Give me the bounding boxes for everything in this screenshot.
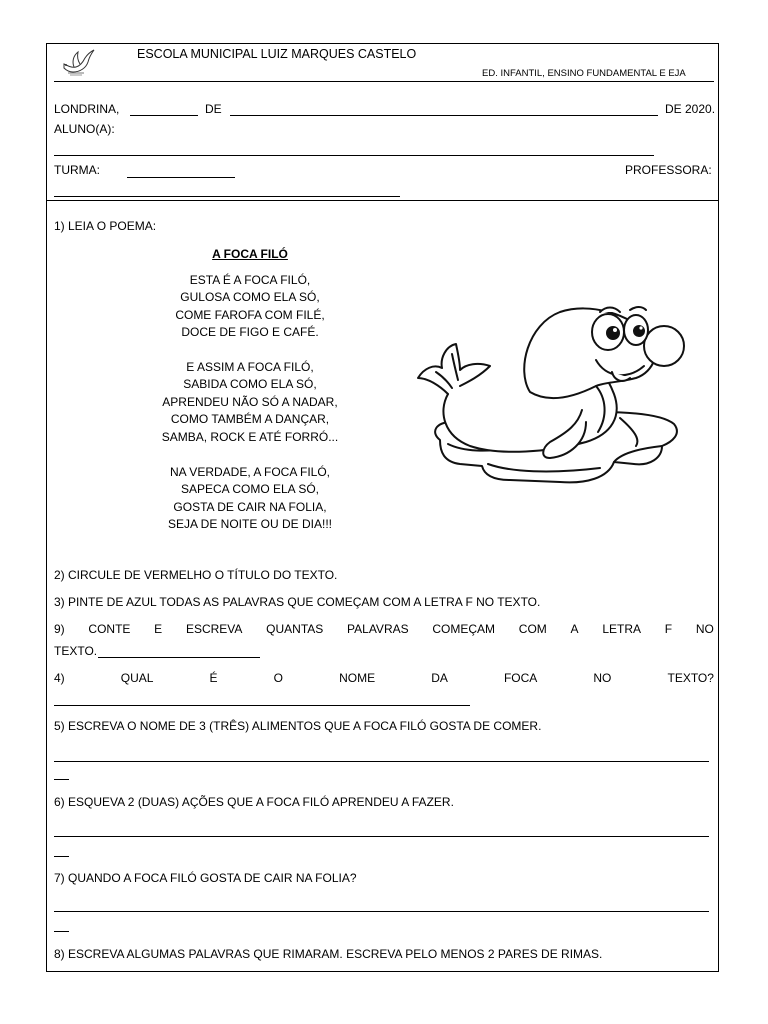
q9-word: QUANTAS bbox=[266, 622, 324, 636]
poem-stanza-2 bbox=[110, 359, 390, 446]
q4-word: 4) bbox=[54, 671, 65, 685]
poem-line: NA VERDADE, A FOCA FILÓ, bbox=[169, 465, 331, 479]
poem-line: COME FAROFA COM FILÉ, bbox=[175, 307, 325, 322]
class-label: TURMA: bbox=[54, 163, 100, 177]
teacher-blank[interactable] bbox=[54, 196, 400, 197]
q8-text: 8) ESCREVA ALGUMAS PALAVRAS QUE RIMARAM. ESCREVA PELO MENOS 2 PARES DE RIMAS. bbox=[54, 947, 603, 961]
q9-answer-blank[interactable] bbox=[98, 657, 260, 658]
poem-line: SABIDA COMO ELA SÓ, bbox=[183, 377, 317, 392]
header-divider bbox=[46, 200, 719, 201]
class-blank[interactable] bbox=[127, 177, 235, 178]
q4-word: TEXTO? bbox=[667, 671, 714, 685]
q4-word: O bbox=[273, 671, 283, 685]
q4-word: QUAL bbox=[120, 671, 154, 685]
q4-word: DA bbox=[431, 671, 448, 685]
poem-line: SEJA DE NOITE OU DE DIA!!! bbox=[167, 517, 333, 532]
poem-line: SAMBA, ROCK E ATÉ FORRÓ... bbox=[161, 429, 339, 444]
poem-line: COMO TAMBÉM A DANÇAR, bbox=[170, 412, 330, 427]
year-label: DE 2020. bbox=[665, 102, 716, 116]
q9-word: A bbox=[570, 622, 579, 636]
school-name: ESCOLA MUNICIPAL LUIZ MARQUES CASTELO bbox=[137, 47, 417, 61]
q5-answer-blank[interactable] bbox=[54, 761, 709, 762]
poem-line: GULOSA COMO ELA SÓ, bbox=[180, 290, 320, 305]
header-rule bbox=[54, 81, 714, 82]
q9-word: PALAVRAS bbox=[347, 622, 409, 636]
q9-word: COMEÇAM bbox=[432, 622, 496, 636]
poem-line: E ASSIM A FOCA FILÓ, bbox=[186, 360, 314, 374]
q5-text: 5) ESCREVA O NOME DE 3 (TRÊS) ALIMENTOS QUE A FOCA FILÓ GOSTA DE COMER. bbox=[54, 719, 542, 733]
q4-word: É bbox=[209, 671, 218, 685]
q9-line-1 bbox=[54, 622, 714, 636]
poem-line: GOSTA DE CAIR NA FOLIA, bbox=[173, 499, 327, 514]
q6-answer-blank-end[interactable] bbox=[54, 856, 69, 857]
city-label: LONDRINA, bbox=[54, 102, 120, 116]
q5-answer-blank-end[interactable] bbox=[54, 779, 69, 780]
de-label: DE bbox=[205, 102, 222, 116]
poem-title: A FOCA FILÓ bbox=[212, 247, 288, 261]
q9-word: COM bbox=[518, 622, 547, 636]
q6-answer-blank[interactable] bbox=[54, 836, 709, 837]
q7-answer-blank[interactable] bbox=[54, 911, 709, 912]
poem-line: ESTA É A FOCA FILÓ, bbox=[189, 273, 311, 287]
q7-answer-blank-end[interactable] bbox=[54, 931, 69, 932]
q4-word: FOCA bbox=[503, 671, 538, 685]
q3-text: 3) PINTE DE AZUL TODAS AS PALAVRAS QUE COMEÇAM COM A LETRA F NO TEXTO. bbox=[54, 595, 541, 609]
student-blank[interactable] bbox=[54, 155, 654, 156]
poem-line: DOCE DE FIGO E CAFÉ. bbox=[181, 325, 319, 340]
q1-prompt: 1) LEIA O POEMA: bbox=[54, 219, 157, 233]
seal-illustration bbox=[400, 282, 700, 500]
q9-word: F bbox=[664, 622, 673, 636]
school-levels: ED. INFANTIL, ENSINO FUNDAMENTAL E EJA bbox=[482, 68, 686, 79]
day-blank[interactable] bbox=[130, 115, 198, 116]
poem-line: SAPECA COMO ELA SÓ, bbox=[180, 482, 320, 497]
q4-word: NO bbox=[593, 671, 612, 685]
q9-word: LETRA bbox=[602, 622, 641, 636]
q7-text: 7) QUANDO A FOCA FILÓ GOSTA DE CAIR NA FOLIA? bbox=[54, 871, 357, 885]
q9-end: TEXTO. bbox=[54, 644, 98, 658]
q9-word: NO bbox=[695, 622, 714, 636]
q9-word: E bbox=[154, 622, 163, 636]
poem-stanza-3 bbox=[110, 464, 390, 534]
q4-answer-blank[interactable] bbox=[54, 705, 470, 706]
q4-word: NOME bbox=[339, 671, 376, 685]
q9-word: 9) bbox=[54, 622, 65, 636]
q2-text: 2) CIRCULE DE VERMELHO O TÍTULO DO TEXTO. bbox=[54, 568, 338, 582]
poem-stanza-1 bbox=[110, 272, 390, 342]
teacher-label: PROFESSORA: bbox=[625, 163, 712, 177]
poem-line: APRENDEU NÃO SÓ A NADAR, bbox=[162, 394, 338, 409]
student-label: ALUNO(A): bbox=[54, 122, 115, 136]
q4-line bbox=[54, 671, 714, 685]
dove-icon bbox=[58, 46, 96, 78]
q9-word: ESCREVA bbox=[185, 622, 243, 636]
q9-word: CONTE bbox=[88, 622, 131, 636]
month-blank[interactable] bbox=[230, 115, 658, 116]
q6-text: 6) ESQUEVA 2 (DUAS) AÇÕES QUE A FOCA FILÓ APRENDEU A FAZER. bbox=[54, 795, 454, 809]
